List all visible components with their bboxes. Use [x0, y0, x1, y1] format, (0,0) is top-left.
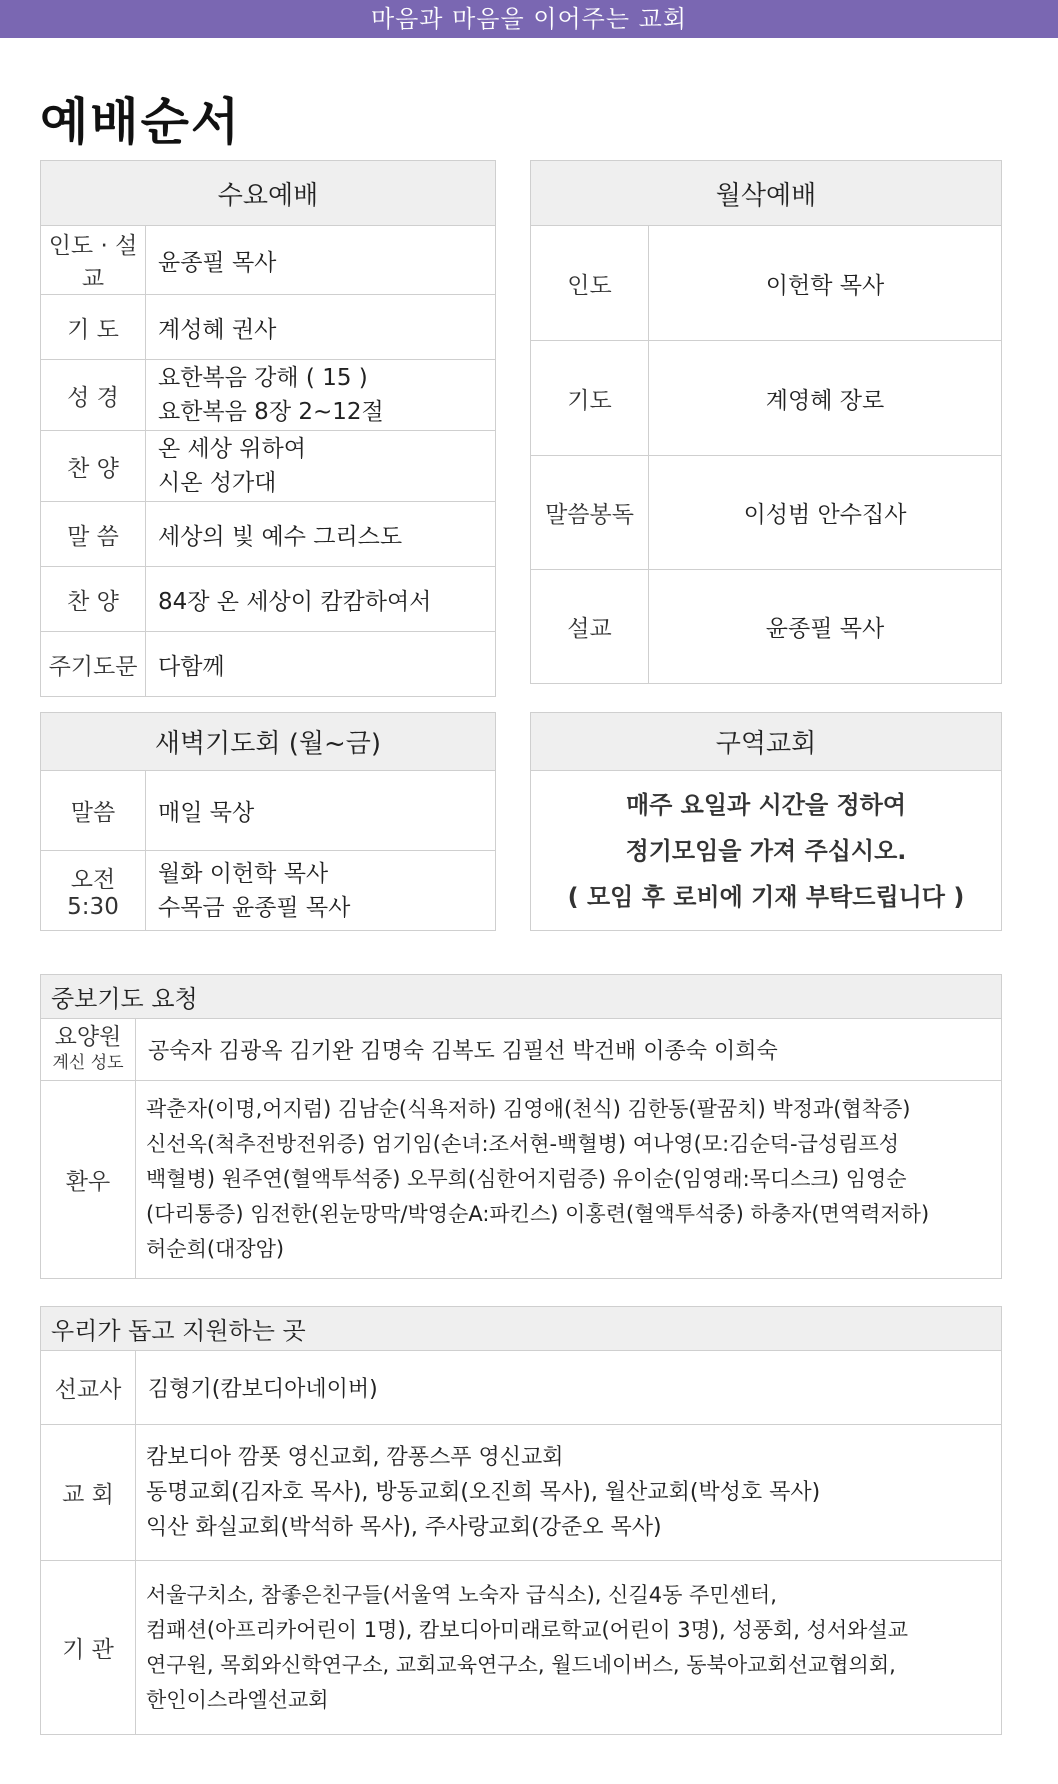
support-line: 한인이스라엘선교회: [146, 1687, 329, 1712]
patients-line: 백혈병) 원주연(혈액투석중) 오무희(심한어지럼증) 유이순(임영래:목디스크) 임영순: [146, 1167, 907, 1191]
patients-line: 허순희(대장암): [146, 1237, 285, 1261]
dawn-row-value: [146, 851, 496, 931]
support-line: 익산 화실교회(박석하 목사), 주사랑교회(강준오 목사): [146, 1515, 662, 1540]
district-line: 매주 요일과 시간을 정하여: [625, 790, 907, 819]
support-row-label: 선교사: [41, 1351, 136, 1425]
wednesday-title: 수요예배: [41, 161, 496, 226]
wednesday-row-value: 세상의 빛 예수 그리스도: [146, 502, 496, 567]
first-sunday-title: 월삭예배: [531, 161, 1002, 226]
line: 수목금 윤종필 목사: [158, 894, 351, 921]
patients-label: 환우: [41, 1081, 136, 1279]
district-body: [531, 771, 1002, 931]
top-banner: 마음과 마음을 이어주는 교회: [0, 0, 1058, 38]
dawn-row-label: 오전 5:30: [41, 851, 146, 931]
wednesday-row-label: 주기도문: [41, 632, 146, 697]
support-line: 컴패션(아프리카어린이 1명), 캄보디아미래로학교(어린이 3명), 성풍회, 성서와설교: [146, 1617, 909, 1642]
wednesday-row-label: 인도 · 설교: [41, 226, 146, 295]
support-line: 동명교회(김자호 목사), 방동교회(오진희 목사), 월산교회(박성호 목사): [146, 1480, 821, 1505]
support-line: 캄보디아 깜폿 영신교회, 깜퐁스푸 영신교회: [146, 1445, 564, 1470]
wednesday-row-label: 찬 양: [41, 431, 146, 502]
support-row-value: [136, 1425, 1002, 1561]
wednesday-row-value: [146, 360, 496, 431]
wednesday-row-value: [146, 431, 496, 502]
prayer-title: 중보기도 요청: [41, 975, 1002, 1019]
district-line: 정기모임을 가져 주십시오.: [625, 836, 907, 865]
wednesday-row-value: 84장 온 세상이 캄캄하여서: [146, 567, 496, 632]
support-line: 서울구치소, 참좋은친구들(서울역 노숙자 급식소), 신길4동 주민센터,: [146, 1582, 777, 1607]
support-row-label: 교 회: [41, 1425, 136, 1561]
line: 요한복음 8장 2~12절: [158, 399, 384, 425]
patients-value: [136, 1081, 1002, 1279]
support-title: 우리가 돕고 지원하는 곳: [41, 1307, 1002, 1351]
support-line: 연구원, 목회와신학연구소, 교회교육연구소, 월드네이버스, 동북아교회선교협의회,: [146, 1652, 896, 1677]
wednesday-row-value: 계성혜 권사: [146, 295, 496, 360]
support-table: [40, 1306, 1002, 1735]
nursing-label-main: 요양원: [54, 1023, 122, 1050]
first-sunday-row-label: 설교: [531, 570, 649, 684]
first-sunday-row-value: 윤종필 목사: [649, 570, 1002, 684]
prayer-request-table: [40, 974, 1002, 1279]
first-sunday-row-value: 이헌학 목사: [649, 226, 1002, 341]
patients-line: (다리통증) 임전한(왼눈망막/박영순A:파킨스) 이홍련(혈액투석중) 하충자(면역력저하): [146, 1202, 930, 1226]
wednesday-row-label: 기 도: [41, 295, 146, 360]
patients-line: 곽춘자(이명,어지럼) 김남순(식욕저하) 김영애(천식) 김한동(팔꿈치) 박정과(협착증): [146, 1097, 911, 1121]
district-line: ( 모임 후 로비에 기재 부탁드립니다 ): [567, 882, 965, 911]
nursing-label-sub: 계신 성도: [52, 1052, 124, 1073]
wednesday-service-table: [40, 160, 496, 697]
page-title: 예배순서: [40, 93, 242, 151]
dawn-prayer-table: [40, 712, 496, 931]
first-sunday-service-table: [530, 160, 1002, 684]
patients-line: 신선옥(척추전방전위증) 엄기임(손녀:조서현-백혈병) 여나영(모:김순덕-급성림프성: [146, 1132, 900, 1156]
first-sunday-row-label: 인도: [531, 226, 649, 341]
line: 온 세상 위하여: [158, 436, 306, 462]
district-title: 구역교회: [531, 713, 1002, 771]
support-row-value: [136, 1561, 1002, 1735]
line: 요한복음 강해 ( 15 ): [158, 365, 368, 391]
wednesday-row-label: 찬 양: [41, 567, 146, 632]
wednesday-row-label: 성 경: [41, 360, 146, 431]
wednesday-row-label: 말 씀: [41, 502, 146, 567]
first-sunday-row-label: 말씀봉독: [531, 456, 649, 570]
first-sunday-row-value: 계영혜 장로: [649, 341, 1002, 456]
line: 시온 성가대: [158, 470, 277, 496]
nursing-label: [41, 1019, 136, 1081]
support-row-value: 김형기(캄보디아네이버): [136, 1351, 1002, 1425]
first-sunday-row-label: 기도: [531, 341, 649, 456]
wednesday-row-value: 다함께: [146, 632, 496, 697]
wednesday-row-value: 윤종필 목사: [146, 226, 496, 295]
nursing-value: 공숙자 김광옥 김기완 김명숙 김복도 김필선 박건배 이종숙 이희숙: [136, 1019, 1002, 1081]
dawn-row-label: 말씀: [41, 771, 146, 851]
dawn-title: 새벽기도회 (월~금): [41, 713, 496, 771]
line: 월화 이헌학 목사: [158, 860, 329, 887]
district-meeting-table: [530, 712, 1002, 931]
dawn-row-value: 매일 묵상: [146, 771, 496, 851]
support-row-label: 기 관: [41, 1561, 136, 1735]
first-sunday-row-value: 이성범 안수집사: [649, 456, 1002, 570]
